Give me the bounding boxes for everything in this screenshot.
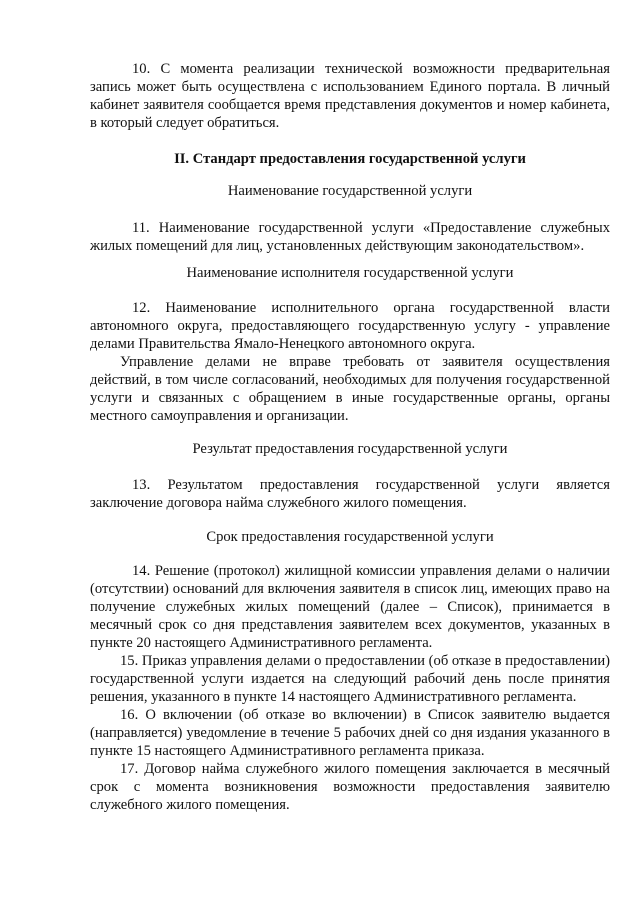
- section-title-block: [90, 150, 610, 168]
- paragraph-12-text: 12. Наименование исполнительного органа государственной власти автономного округа, предоставляющего государственную услугу - управление делами Правительства Ямало-Ненецкого автономного округа.: [90, 300, 610, 352]
- paragraph-13-text: 13. Результатом предоставления государственной услуги является заключение договора найма служебного жилого помещения.: [90, 477, 610, 511]
- paragraph-13: [90, 476, 610, 512]
- paragraph-10-text: 10. С момента реализации технической возможности предварительная запись может быть осуществлена с использованием Единого портала. В личный кабинет заявителя сообщается время представления документов и номер кабинета, в который следует обратиться.: [90, 61, 610, 131]
- heading-service-term: Срок предоставления государственной услуги: [206, 529, 494, 545]
- paragraph-14-text: 14. Решение (протокол) жилищной комиссии управления делами о наличии (отсутствии) оснований для включения заявителя в список лиц, имеющих право на получение служебных жилых помещений (далее – Список), принимается в месячный срок со дня представления заявителем всех документов, указанных в пункте 20 настоящего Административного регламента.: [90, 563, 610, 651]
- paragraph-10: [90, 60, 610, 132]
- heading-service-name: Наименование государственной услуги: [227, 183, 473, 199]
- paragraph-16-text: 16. О включении (об отказе во включении) в Список заявителю выдается (направляется) уведомление в течение 5 рабочих дней со дня издания указанного в пункте 15 настоящего Административного регламента приказа.: [90, 707, 610, 759]
- paragraph-15-text: 15. Приказ управления делами о предоставлении (об отказе в предоставлении) государственной услуги издается на следующий рабочий день после принятия решения, указанного в пункте 14 настоящего Административного регламента.: [90, 653, 610, 705]
- heading-name-block: [90, 182, 610, 200]
- paragraph-11: [90, 219, 610, 255]
- paragraph-17-text: 17. Договор найма служебного жилого помещения заключается в месячный срок с момента возникновения возможности предоставления заявителю служебного жилого помещения.: [90, 761, 610, 813]
- paragraphs-14-17: [90, 562, 610, 814]
- heading-service-executor: Наименование исполнителя государственной услуги: [186, 265, 514, 281]
- section-title: II. Стандарт предоставления государственной услуги: [174, 151, 526, 167]
- paragraph-11-text: 11. Наименование государственной услуги «Предоставление служебных жилых помещений для лиц, установленных действующим законодательством».: [90, 220, 610, 254]
- heading-term-block: [90, 528, 610, 546]
- heading-executor-block: [90, 264, 610, 282]
- paragraph-12-continuation: Управление делами не вправе требовать от заявителя осуществления действий, в том числе согласований, необходимых для получения государственной услуги и связанных с обращением в иные государственные органы, органы местного самоуправления и организации.: [90, 354, 610, 424]
- heading-service-result: Результат предоставления государственной услуги: [192, 441, 508, 457]
- heading-result-block: [90, 440, 610, 458]
- paragraph-12: [90, 299, 610, 425]
